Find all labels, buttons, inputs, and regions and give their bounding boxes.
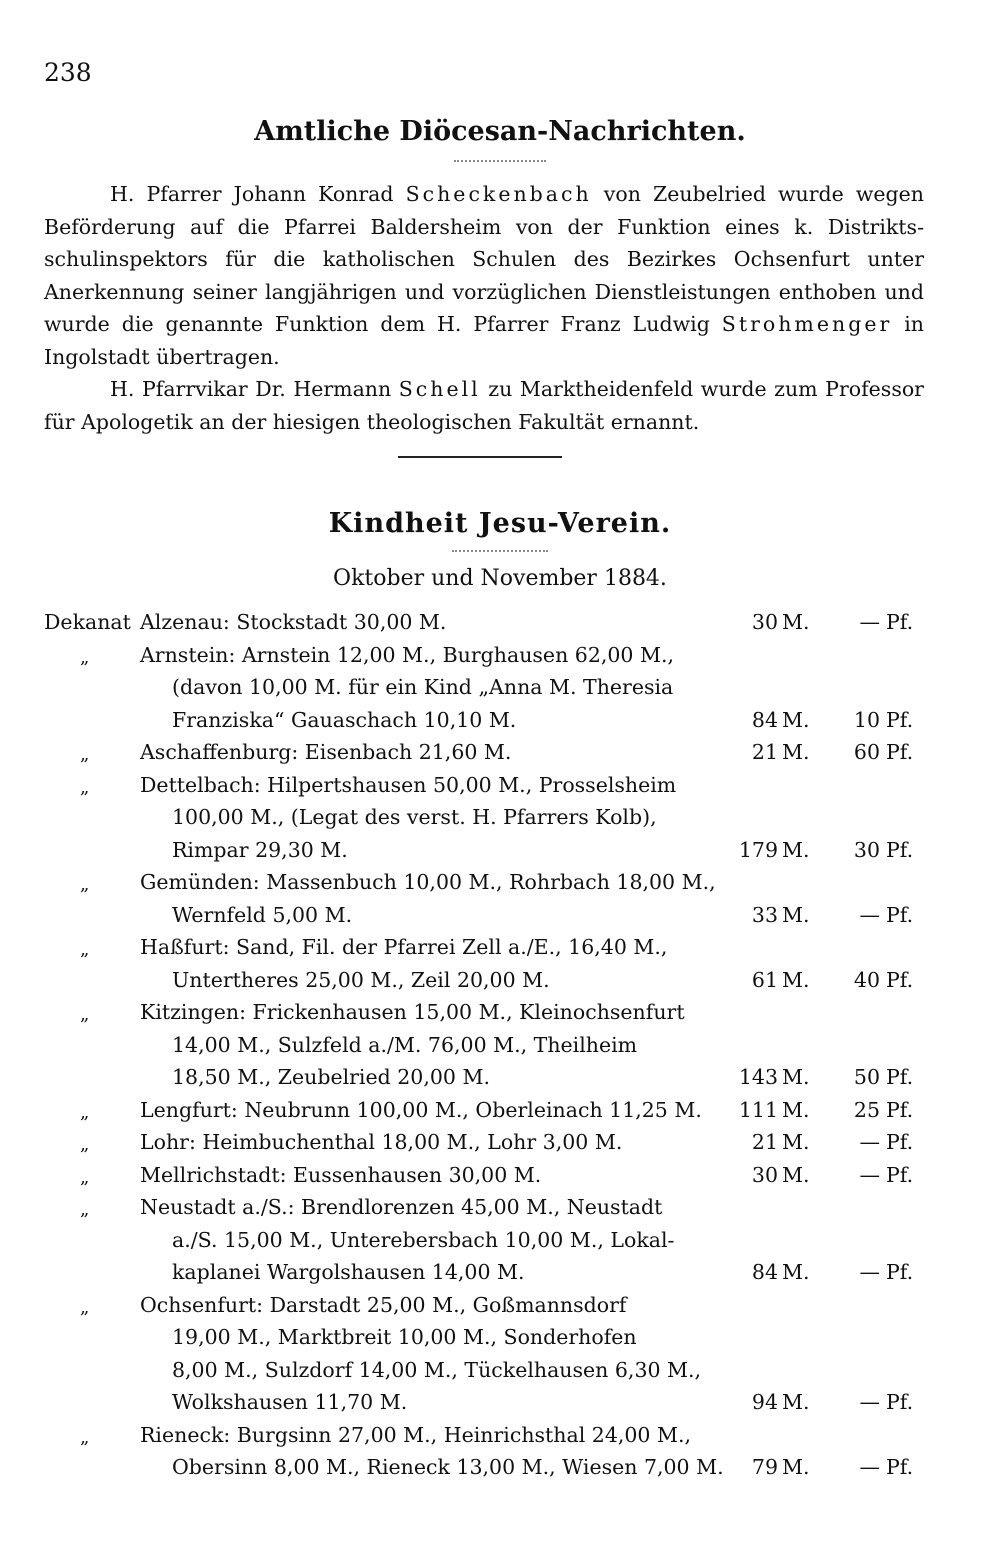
row-label: „ [80, 939, 90, 960]
row-text-line: 14,00 M., Sulzfeld a./M. 76,00 M., Theilheim [172, 1032, 638, 1057]
row-text-line: Rimpar 29,30 M. [172, 837, 348, 862]
unit-pfennig-label: Pf. [886, 1130, 914, 1154]
paragraph-1-text-b: von Zeubelried wurde wegen Beförderung auf die Pfarrei Baldersheim von der Funktion eines k. Distrikts-schulinspektors für die katholischen Schulen des Bezirkes Ochsenfurt unter Anerkennung seiner langjährigen und vorzüglichen Dienstleistungen enthoben und wurde die genannte Funktion dem H. Pfarrer Franz Ludwig [44, 182, 924, 336]
amount-mark: 21 [751, 740, 778, 764]
amount-mark: 33 [751, 902, 778, 927]
unit-mark-label: M. [782, 902, 810, 927]
donation-row [0, 610, 1000, 643]
row-text-line: a./S. 15,00 M., Unterebersbach 10,00 M., Lokal- [172, 1227, 675, 1252]
amount-pfennig: — [859, 1130, 880, 1154]
unit-mark-label: M. [782, 1390, 810, 1414]
row-text-line: Arnstein: Arnstein 12,00 M., Burghausen 62,00 M., [140, 642, 675, 667]
row-label: „ [80, 776, 90, 798]
paragraph-1 [44, 178, 924, 373]
page-number: 238 [44, 58, 92, 87]
donation-row [0, 1130, 1000, 1163]
unit-pfennig-label: Pf. [886, 967, 914, 992]
unit-mark-label: M. [782, 967, 810, 992]
donation-row [0, 740, 1000, 773]
unit-mark-label: M. [782, 1260, 810, 1284]
row-text-line: Haßfurt: Sand, Fil. der Pfarrei Zell a./E., 16,40 M., [140, 935, 668, 959]
donation-row [0, 1000, 1000, 1098]
donation-row [0, 1423, 1000, 1488]
row-text-line: 19,00 M., Marktbreit 10,00 M., Sonderhofen [172, 1325, 637, 1349]
row-text-line: Kitzingen: Frickenhausen 15,00 M., Kleinochsenfurt [140, 1000, 685, 1024]
paragraph-2 [44, 373, 924, 438]
amount-mark: 84 [751, 1260, 778, 1284]
row-label: Dekanat [44, 610, 131, 634]
paragraph-1-name-2: Strohmenger [721, 312, 893, 336]
unit-pfennig-label: Pf. [886, 837, 914, 862]
row-text-line: Franziska“ Gauaschach 10,10 M. [172, 707, 517, 732]
amount-pfennig: 60 [853, 740, 880, 764]
row-text-line: 18,50 M., Zeubelried 20,00 M. [172, 1065, 490, 1089]
amount-mark: 21 [751, 1130, 778, 1154]
unit-pfennig-label: Pf. [886, 1260, 914, 1284]
amount-pfennig: — [859, 1390, 880, 1414]
row-text-line: Aschaffenburg: Eisenbach 21,60 M. [140, 740, 512, 764]
unit-mark-label: M. [782, 610, 810, 634]
unit-pfennig-label: Pf. [886, 1065, 914, 1089]
row-text-line: Lengfurt: Neubrunn 100,00 M., Oberleinach 11,25 M. [140, 1097, 702, 1122]
title-ornament [454, 160, 546, 162]
row-text-line: 100,00 M., (Legat des verst. H. Pfarrers Kolb), [172, 805, 657, 829]
row-text-line: Mellrichstadt: Eussenhausen 30,00 M. [140, 1162, 542, 1187]
donation-row [0, 935, 1000, 1000]
donation-row [0, 1098, 1000, 1131]
amount-pfennig: 25 [853, 1097, 880, 1122]
donation-row [0, 1163, 1000, 1196]
row-label: „ [80, 1166, 90, 1188]
row-text-line: Dettelbach: Hilpertshausen 50,00 M., Prosselsheim [140, 772, 677, 797]
paragraph-1-text-a: H. Pfarrer Johann Konrad [110, 182, 406, 206]
amount-pfennig: 50 [853, 1065, 880, 1089]
amount-pfennig: — [859, 1162, 880, 1187]
amount-mark: 79 [751, 1455, 778, 1479]
title-ornament-2 [452, 550, 548, 552]
unit-pfennig-label: Pf. [886, 1097, 914, 1122]
row-text-line: Wolkshausen 11,70 M. [172, 1390, 408, 1414]
amount-pfennig: 30 [853, 837, 880, 862]
row-label: „ [80, 1101, 90, 1123]
amount-mark: 84 [751, 707, 778, 732]
row-text-line: (davon 10,00 M. für ein Kind „Anna M. Theresia [172, 675, 674, 699]
row-label: „ [80, 1199, 90, 1220]
row-text-line: Wernfeld 5,00 M. [172, 902, 353, 927]
row-text-line: kaplanei Wargolshausen 14,00 M. [172, 1260, 525, 1284]
row-text-line: Rieneck: Burgsinn 27,00 M., Heinrichsthal 24,00 M., [140, 1422, 692, 1447]
row-label: „ [80, 1134, 90, 1155]
amount-pfennig: — [859, 1455, 880, 1479]
amount-mark: 30 [751, 610, 778, 634]
row-text-line: Gemünden: Massenbuch 10,00 M., Rohrbach 18,00 M., [140, 870, 716, 894]
donation-row [0, 1293, 1000, 1423]
unit-mark-label: M. [782, 1130, 810, 1154]
row-text-line: 8,00 M., Sulzdorf 14,00 M., Tückelhausen 6,30 M., [172, 1357, 702, 1382]
amount-pfennig: — [859, 610, 880, 634]
row-text-line: Neustadt a./S.: Brendlorenzen 45,00 M., Neustadt [140, 1195, 663, 1219]
donation-row [0, 1195, 1000, 1293]
unit-pfennig-label: Pf. [886, 902, 914, 927]
donation-row [0, 773, 1000, 871]
amount-mark: 111 [738, 1097, 778, 1122]
section-subtitle: Oktober und November 1884. [333, 566, 667, 591]
amount-mark: 143 [738, 1065, 778, 1089]
paragraph-2-text-a: H. Pfarrvikar Dr. Hermann [110, 377, 399, 401]
unit-pfennig-label: Pf. [886, 707, 914, 732]
section-divider [398, 456, 562, 458]
row-text-line: Obersinn 8,00 M., Rieneck 13,00 M., Wiesen 7,00 M. [172, 1455, 724, 1479]
unit-mark-label: M. [782, 1455, 810, 1479]
unit-mark-label: M. [782, 837, 810, 862]
row-label: „ [80, 874, 90, 895]
paragraph-2-name: Schell [398, 377, 481, 401]
unit-pfennig-label: Pf. [886, 740, 914, 764]
amount-pfennig: 40 [853, 967, 880, 992]
amount-mark: 61 [751, 967, 778, 992]
unit-mark-label: M. [782, 1162, 810, 1187]
amount-pfennig: — [859, 1260, 880, 1284]
row-text-line: Ochsenfurt: Darstadt 25,00 M., Goßmannsdorf [140, 1292, 627, 1317]
section-title-dioecesan: Amtliche Diöcesan-Nachrichten. [254, 116, 746, 147]
unit-mark-label: M. [782, 1065, 810, 1089]
row-text-line: Lohr: Heimbuchenthal 18,00 M., Lohr 3,00 M. [140, 1130, 623, 1154]
row-text-line: Alzenau: Stockstadt 30,00 M. [140, 610, 447, 634]
amount-pfennig: 10 [853, 707, 880, 732]
unit-mark-label: M. [782, 740, 810, 764]
paragraph-2-text-b: zu Marktheidenfeld wurde zum Professor für Apologetik an der hiesigen theologischen Fakultät ernannt. [44, 377, 924, 434]
unit-pfennig-label: Pf. [886, 610, 914, 634]
donation-row [0, 643, 1000, 741]
unit-pfennig-label: Pf. [886, 1455, 914, 1479]
row-label: „ [80, 744, 90, 765]
paragraph-1-name: Scheckenbach [405, 182, 592, 206]
unit-mark-label: M. [782, 707, 810, 732]
row-label: „ [80, 1004, 90, 1025]
row-label: „ [80, 1426, 90, 1448]
section-title-kindheit-jesu: Kindheit Jesu-Verein. [328, 508, 672, 539]
amount-mark: 179 [738, 837, 778, 862]
amount-mark: 30 [751, 1162, 778, 1187]
amount-pfennig: — [859, 902, 880, 927]
row-label: „ [80, 1296, 90, 1318]
unit-pfennig-label: Pf. [886, 1390, 914, 1414]
unit-pfennig-label: Pf. [886, 1162, 914, 1187]
donation-row [0, 870, 1000, 935]
amount-mark: 94 [751, 1390, 778, 1414]
row-text-line: Untertheres 25,00 M., Zeil 20,00 M. [172, 967, 550, 992]
row-label: „ [80, 646, 90, 668]
unit-mark-label: M. [782, 1097, 810, 1122]
paragraph-1-text-c: in Ingolstadt übertragen. [44, 312, 924, 369]
